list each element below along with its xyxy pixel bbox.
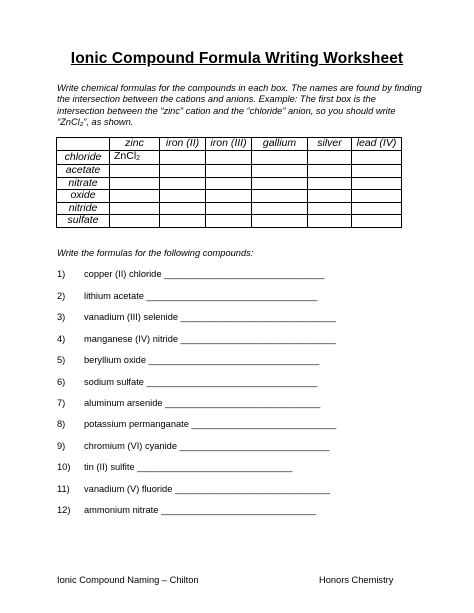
- example-formula: ZnCl: [114, 149, 137, 162]
- question-item: [57, 398, 320, 408]
- instructions: Write chemical formulas for the compounds in each box. The names are found by finding the intersection between the cations and anions. Example: The first box is the intersection between the “zinc” cation and the “chloride” anion, so you should write “ZnCl₂”, as shown.: [57, 83, 422, 128]
- answer-cell[interactable]: [352, 215, 402, 228]
- question-item: [57, 269, 324, 279]
- cation-header: iron (II): [160, 138, 206, 151]
- question-number: 7): [57, 398, 66, 408]
- grid-row: [57, 177, 402, 190]
- question-number: 11): [57, 484, 70, 494]
- anion-header: chloride: [57, 150, 110, 165]
- question-item: [57, 377, 317, 387]
- answer-cell[interactable]: [110, 215, 160, 228]
- question-text[interactable]: sodium sulfate _________________________________: [84, 377, 318, 387]
- answer-cell[interactable]: [352, 150, 402, 165]
- question-item: [57, 441, 330, 451]
- cation-header: gallium: [252, 138, 308, 151]
- question-item: [57, 505, 316, 515]
- answer-cell[interactable]: [252, 215, 308, 228]
- answer-cell[interactable]: [110, 190, 160, 203]
- question-text[interactable]: chromium (VI) cyanide _____________________________: [84, 441, 330, 451]
- anion-header: nitride: [57, 202, 110, 215]
- answer-cell[interactable]: [352, 177, 402, 190]
- grid-corner-cell: [57, 138, 110, 151]
- answer-cell[interactable]: [206, 150, 252, 165]
- cation-header: lead (IV): [352, 138, 402, 151]
- question-number: 3): [57, 312, 66, 322]
- anion-header: nitrate: [57, 177, 110, 190]
- answer-cell[interactable]: [110, 202, 160, 215]
- question-number: 2): [57, 291, 66, 301]
- question-item: [57, 355, 319, 365]
- answer-cell[interactable]: [252, 202, 308, 215]
- question-item: [57, 334, 336, 344]
- grid-row: [57, 215, 402, 228]
- example-answer-cell: [110, 150, 160, 165]
- question-text[interactable]: aluminum arsenide ______________________________: [84, 398, 321, 408]
- cation-header: zinc: [110, 138, 160, 151]
- formula-grid: [56, 137, 402, 228]
- answer-cell[interactable]: [308, 165, 352, 178]
- footer-left: Ionic Compound Naming – Chilton: [57, 575, 199, 585]
- page-title: Ionic Compound Formula Writing Worksheet: [70, 50, 404, 67]
- answer-cell[interactable]: [206, 165, 252, 178]
- question-text[interactable]: manganese (IV) nitride ______________________________: [84, 334, 336, 344]
- anion-header: oxide: [57, 190, 110, 203]
- answer-cell[interactable]: [252, 177, 308, 190]
- question-number: 9): [57, 441, 66, 451]
- grid-row: [57, 202, 402, 215]
- question-number: 6): [57, 377, 66, 387]
- answer-cell[interactable]: [110, 165, 160, 178]
- question-text[interactable]: copper (II) chloride _______________________________: [84, 269, 325, 279]
- question-number: 4): [57, 334, 66, 344]
- footer-right: Honors Chemistry: [319, 575, 394, 585]
- question-text[interactable]: vanadium (III) selenide ______________________________: [84, 312, 336, 322]
- answer-cell[interactable]: [308, 177, 352, 190]
- anion-header: sulfate: [57, 215, 110, 228]
- question-text[interactable]: potassium permanganate ____________________________: [84, 419, 337, 429]
- answer-cell[interactable]: [308, 202, 352, 215]
- example-subscript: 2: [136, 154, 141, 162]
- question-item: [57, 484, 330, 494]
- cation-header: iron (III): [206, 138, 252, 151]
- question-number: 1): [57, 269, 66, 279]
- answer-cell[interactable]: [160, 215, 206, 228]
- answer-cell[interactable]: [160, 190, 206, 203]
- question-number: 12): [57, 505, 71, 515]
- question-text[interactable]: lithium acetate _________________________________: [84, 291, 318, 301]
- answer-cell[interactable]: [308, 150, 352, 165]
- question-text[interactable]: vanadium (V) fluoride ______________________________: [84, 484, 331, 494]
- answer-cell[interactable]: [252, 150, 308, 165]
- answer-cell[interactable]: [206, 202, 252, 215]
- answer-cell[interactable]: [206, 215, 252, 228]
- answer-cell[interactable]: [206, 177, 252, 190]
- answer-cell[interactable]: [160, 202, 206, 215]
- answer-cell[interactable]: [352, 202, 402, 215]
- question-item: [57, 291, 317, 301]
- cation-header: silver: [308, 138, 352, 151]
- question-number: 5): [57, 355, 66, 365]
- grid-row: [57, 190, 402, 203]
- question-item: [57, 312, 336, 322]
- answer-cell[interactable]: [160, 150, 206, 165]
- grid-header-row: [57, 138, 402, 151]
- grid-row: [57, 165, 402, 178]
- answer-cell[interactable]: [206, 190, 252, 203]
- questions-prompt: Write the formulas for the following compounds:: [57, 248, 254, 258]
- question-item: [57, 462, 292, 472]
- question-number: 8): [57, 419, 66, 429]
- question-item: [57, 419, 336, 429]
- answer-cell[interactable]: [252, 190, 308, 203]
- question-text[interactable]: ammonium nitrate ______________________________: [84, 505, 317, 515]
- answer-cell[interactable]: [352, 190, 402, 203]
- answer-cell[interactable]: [308, 190, 352, 203]
- question-number: 10): [57, 462, 71, 472]
- answer-cell[interactable]: [160, 165, 206, 178]
- answer-cell[interactable]: [110, 177, 160, 190]
- answer-cell[interactable]: [252, 165, 308, 178]
- question-text[interactable]: tin (II) sulfite ______________________________: [84, 462, 293, 472]
- answer-cell[interactable]: [352, 165, 402, 178]
- question-text[interactable]: beryllium oxide _________________________________: [84, 355, 320, 365]
- anion-header: acetate: [57, 165, 110, 178]
- answer-cell[interactable]: [160, 177, 206, 190]
- grid-row: [57, 150, 402, 165]
- answer-cell[interactable]: [308, 215, 352, 228]
